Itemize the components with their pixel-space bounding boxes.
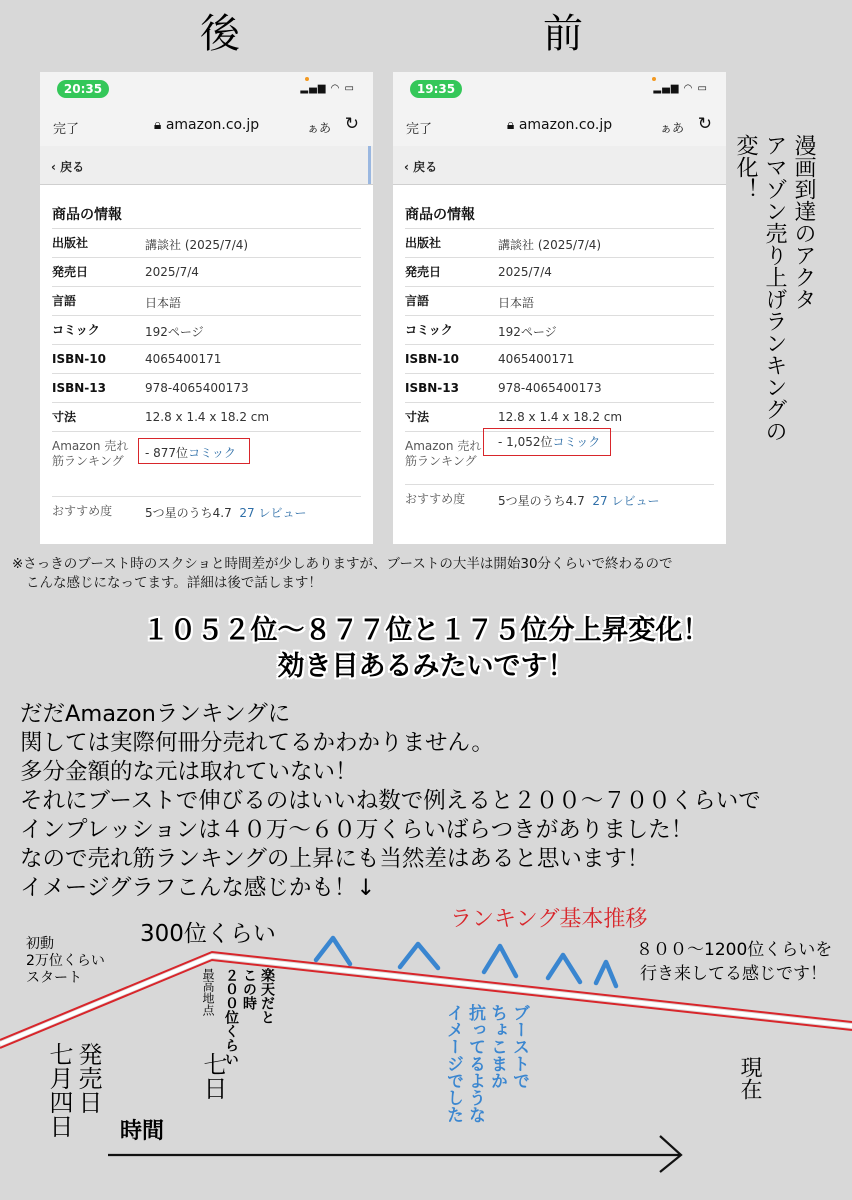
paragraph-line: だだAmazonランキングに <box>20 701 291 727</box>
row-label: 出版社 <box>52 236 89 250</box>
rank-category-link[interactable]: コミック <box>552 435 601 449</box>
boost-note-line: 抗ってるような <box>465 1004 485 1123</box>
paragraph-line: 関しては実際何冊分売れてるかわかりません。 <box>20 730 494 756</box>
rakuten-note-line: ２００位くらい <box>223 968 239 1066</box>
section-title: 商品の情報 <box>405 207 475 223</box>
start-label <box>26 936 105 987</box>
caption-line: 変化！ <box>733 134 758 200</box>
release-date-line: 七月四日 <box>45 1042 73 1138</box>
row-value: 978-4065400173 <box>498 381 602 395</box>
start-label-line: 2万位くらい <box>26 953 105 969</box>
review-link[interactable]: 27 レビュー <box>592 494 660 508</box>
caption-line: 漫画到達のアクタ <box>791 134 816 310</box>
row-value: 192ページ <box>498 325 557 339</box>
day7-label: 七日 <box>199 1052 227 1100</box>
row-label: 言語 <box>52 294 77 308</box>
time-axis-arrow-icon <box>108 1136 681 1172</box>
chevron-left-icon: ‹ <box>404 160 409 174</box>
paragraph-line: インプレッションは４０万〜６０万くらいばらつきがありました！ <box>20 817 694 843</box>
row-label: 言語 <box>405 294 430 308</box>
paragraph-line: イメージグラフこんな感じかも！↓ <box>20 875 376 901</box>
review-link[interactable]: 27 レビュー <box>239 506 307 520</box>
rakuten-note-line: この時 <box>241 968 257 1010</box>
row-value: 日本語 <box>145 296 182 310</box>
row-value: 講談社 (2025/7/4) <box>498 238 602 252</box>
headline-line: 効き目あるみたいです！ <box>277 651 575 682</box>
before-heading: 前 <box>543 11 583 57</box>
range-label-line: 行き来してる感じです！ <box>640 964 827 984</box>
recommend-label: おすすめ度 <box>405 492 466 506</box>
now-label: 現在 <box>737 1056 762 1100</box>
domain-text: amazon.co.jp <box>165 117 260 133</box>
headline-line: １０５２位〜８７７位と１７５位分上昇変化！ <box>142 615 710 646</box>
row-label: 寸法 <box>405 410 430 424</box>
done-button[interactable]: 完了 <box>406 122 433 137</box>
reload-icon[interactable]: ↻ <box>344 114 359 134</box>
chevron-left-icon: ‹ <box>51 160 56 174</box>
recommend-label: おすすめ度 <box>52 504 113 518</box>
row-label: 出版社 <box>405 236 442 250</box>
status-time: 19:35 <box>410 80 462 98</box>
row-label: ISBN-13 <box>52 381 106 395</box>
row-value: 2025/7/4 <box>498 265 552 279</box>
status-time: 20:35 <box>57 80 109 98</box>
release-date-label <box>44 1042 102 1138</box>
row-label: 発売日 <box>52 265 89 279</box>
done-button[interactable]: 完了 <box>53 122 80 137</box>
row-value: 12.8 x 1.4 x 18.2 cm <box>498 410 623 424</box>
text-size-button[interactable]: ぁあ <box>659 121 684 135</box>
release-date-line: 発売日 <box>74 1042 102 1114</box>
signal-wifi-battery-icon: ▂▄▆ ◠ ▭ <box>653 83 708 94</box>
row-label: ISBN-13 <box>405 381 459 395</box>
row-label: 寸法 <box>52 410 77 424</box>
row-label: コミック <box>52 323 100 337</box>
text-size-button[interactable]: ぁあ <box>306 121 331 135</box>
rank-category-link[interactable]: コミック <box>188 446 236 460</box>
after-heading: 後 <box>200 11 240 57</box>
range-label <box>636 938 832 986</box>
section-title: 商品の情報 <box>52 207 122 223</box>
row-value: 192ページ <box>145 325 204 339</box>
paragraph-line: なので売れ筋ランキングの上昇にも当然差はあると思います！ <box>20 846 650 872</box>
row-value: 日本語 <box>498 296 535 310</box>
caption-line: アマゾン売り上げランキングの <box>762 134 787 442</box>
row-label: ISBN-10 <box>52 352 106 366</box>
boost-note-line: イメージでした <box>443 1004 463 1123</box>
row-label: ISBN-10 <box>405 352 459 366</box>
time-axis-label: 時間 <box>120 1119 165 1144</box>
rank-number: - 1,052位 <box>498 435 553 449</box>
rank-base-label: ランキング基本推移 <box>450 907 648 932</box>
boost-note <box>442 1004 530 1123</box>
back-label: 戻る <box>60 160 85 174</box>
highest-point-label: 最高地点 <box>201 968 215 1016</box>
signal-wifi-battery-icon: ▂▄▆ ◠ ▭ <box>300 83 355 94</box>
lock-icon: 🔒︎ <box>506 117 515 133</box>
rakuten-note-line: 楽天だと <box>259 968 275 1024</box>
row-value: 4065400171 <box>145 352 222 366</box>
range-label-line: ８００〜1200位くらいを <box>636 940 833 960</box>
row-value: 4065400171 <box>498 352 575 366</box>
row-value: 2025/7/4 <box>145 265 199 279</box>
start-label-line: 初動 <box>26 936 54 952</box>
row-value: 12.8 x 1.4 x 18.2 cm <box>145 410 270 424</box>
row-label: 発売日 <box>405 265 442 279</box>
star-rating-text: 5つ星のうち4.7 <box>498 494 585 508</box>
start-label-line: スタート <box>26 970 82 986</box>
footnote-line: こんな感じになってます。詳細は後で話します！ <box>26 575 322 591</box>
lock-icon: 🔒︎ <box>153 117 162 133</box>
domain-text: amazon.co.jp <box>518 117 613 133</box>
peak-label: 300位くらい <box>140 921 276 947</box>
reload-icon[interactable]: ↻ <box>697 114 712 134</box>
rank-label: Amazon 売れ筋ランキング <box>52 439 129 468</box>
back-label: 戻る <box>413 160 438 174</box>
row-value: 講談社 (2025/7/4) <box>145 238 249 252</box>
row-label: コミック <box>405 323 453 337</box>
rank-number: - 877位 <box>145 446 189 460</box>
boost-note-line: ブーストで <box>509 1004 529 1089</box>
footnote-line: ※さっきのブースト時のスクショと時間差が少しありますが、ブーストの大半は開始30分くらいで終わるので <box>12 556 673 572</box>
boost-note-line: ちょこまか <box>487 1004 507 1089</box>
paragraph-line: 多分金額的な元は取れていない！ <box>20 759 358 785</box>
rank-label: Amazon 売れ筋ランキング <box>405 439 482 468</box>
paragraph-line: それにブーストで伸びるのはいいね数で例えると２００〜７００くらいで <box>20 788 761 814</box>
star-rating-text: 5つ星のうち4.7 <box>145 506 232 520</box>
row-value: 978-4065400173 <box>145 381 249 395</box>
